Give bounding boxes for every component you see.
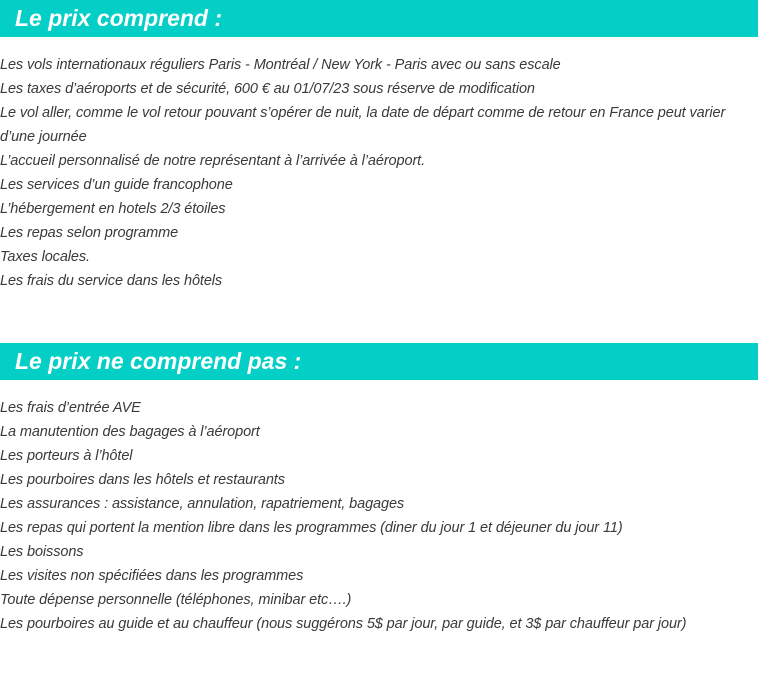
list-item: Toute dépense personnelle (téléphones, minibar etc….)	[0, 592, 352, 608]
included-section-header	[0, 0, 758, 37]
list-item: Les frais du service dans les hôtels	[0, 273, 223, 289]
list-item: L’accueil personnalisé de notre représentant à l’arrivée à l’aéroport.	[0, 153, 426, 169]
list-item: Les vols internationaux réguliers Paris - Montréal / New York - Paris avec ou sans escale	[0, 57, 561, 73]
list-item: Le vol aller, comme le vol retour pouvant s’opérer de nuit, la date de départ comme de retour en France peut varier d’une journée	[0, 105, 726, 145]
list-item: Les visites non spécifiées dans les programmes	[0, 568, 304, 584]
list-item: Les boissons	[0, 544, 84, 560]
list-item: Les repas qui portent la mention libre dans les programmes (diner du jour 1 et déjeuner du jour 11)	[0, 520, 623, 536]
excluded-section-title: Le prix ne comprend pas :	[15, 348, 302, 374]
list-item: Les pourboires dans les hôtels et restaurants	[0, 472, 285, 488]
list-item: Les repas selon programme	[0, 225, 179, 241]
excluded-list	[0, 396, 758, 636]
list-item: Les porteurs à l’hôtel	[0, 448, 133, 464]
list-item: Taxes locales.	[0, 249, 90, 265]
list-item: Les taxes d’aéroports et de sécurité, 600 € au 01/07/23 sous réserve de modification	[0, 81, 535, 97]
list-item: Les assurances : assistance, annulation, rapatriement, bagages	[0, 496, 405, 512]
list-item: Les services d’un guide francophone	[0, 177, 233, 193]
excluded-section-header	[0, 343, 758, 380]
list-item: La manutention des bagages à l’aéroport	[0, 424, 260, 440]
included-list	[0, 53, 758, 293]
list-item: L’hébergement en hotels 2/3 étoiles	[0, 201, 226, 217]
list-item: Les pourboires au guide et au chauffeur (nous suggérons 5$ par jour, par guide, et 3$ par chauffeur par jour)	[0, 616, 687, 632]
list-item: Les frais d’entrée AVE	[0, 400, 141, 416]
included-section-title: Le prix comprend :	[15, 5, 223, 31]
